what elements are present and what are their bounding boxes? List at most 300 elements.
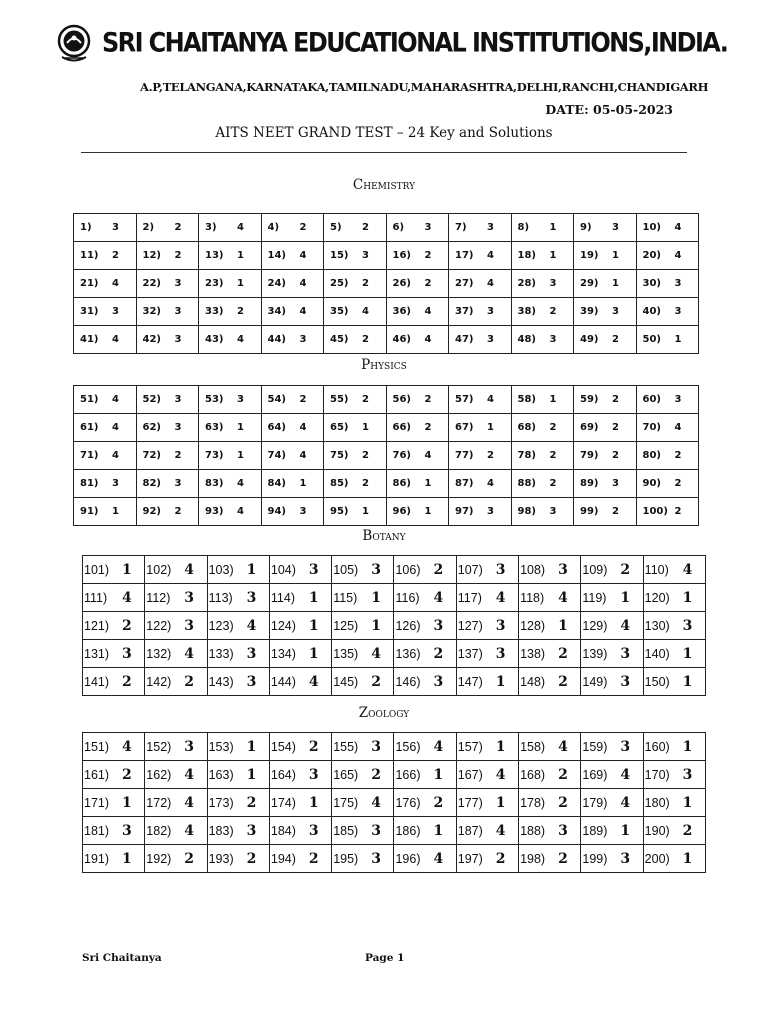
key-cell xyxy=(261,242,324,270)
institution-logo xyxy=(56,24,92,64)
question-number: 84) xyxy=(267,478,286,489)
answer-option: 2 xyxy=(433,794,444,811)
key-row xyxy=(83,761,706,789)
answer-option: 4 xyxy=(424,306,432,317)
key-cell xyxy=(324,326,387,354)
answer-option: 2 xyxy=(433,561,444,578)
key-cell xyxy=(207,789,269,817)
key-cell xyxy=(643,789,705,817)
answer-option: 1 xyxy=(495,673,506,690)
question-number: 143) xyxy=(208,674,234,689)
answer-option: 3 xyxy=(112,478,119,489)
answer-option: 4 xyxy=(674,222,682,233)
key-cell xyxy=(449,326,512,354)
question-number: 135) xyxy=(333,646,359,661)
question-number: 44) xyxy=(267,334,286,345)
question-number: 188) xyxy=(520,823,546,838)
answer-option: 3 xyxy=(487,306,494,317)
question-number: 171) xyxy=(84,795,110,810)
question-number: 140) xyxy=(644,646,670,661)
question-number: 40) xyxy=(642,306,661,317)
question-number: 56) xyxy=(392,394,411,405)
question-number: 33) xyxy=(205,306,224,317)
question-number: 37) xyxy=(455,306,474,317)
question-number: 62) xyxy=(142,422,161,433)
question-number: 157) xyxy=(457,739,483,754)
question-number: 34) xyxy=(267,306,286,317)
question-number: 28) xyxy=(517,278,536,289)
answer-option: 3 xyxy=(433,617,444,634)
key-cell xyxy=(394,668,456,696)
answer-option: 3 xyxy=(674,278,682,289)
answer-option: 2 xyxy=(308,738,319,755)
answer-option: 3 xyxy=(184,617,195,634)
key-cell xyxy=(145,668,207,696)
question-number: 144) xyxy=(270,674,296,689)
chemistry-key-table xyxy=(73,213,699,354)
key-cell xyxy=(269,668,331,696)
question-number: 38) xyxy=(517,306,536,317)
question-number: 32) xyxy=(142,306,161,317)
question-number: 31) xyxy=(80,306,99,317)
question-number: 15) xyxy=(330,250,349,261)
question-number: 52) xyxy=(142,394,161,405)
question-number: 176) xyxy=(395,795,421,810)
key-cell xyxy=(574,470,637,498)
question-number: 91) xyxy=(80,506,99,517)
question-number: 182) xyxy=(146,823,172,838)
question-number: 126) xyxy=(395,618,421,633)
key-cell xyxy=(386,470,449,498)
question-number: 165) xyxy=(333,767,359,782)
states-list: A.P,TELANGANA,KARNATAKA,TAMILNADU,MAHARASHTRA,DELHI,RANCHI,CHANDIGARH xyxy=(140,80,709,94)
answer-option: 3 xyxy=(620,645,631,662)
question-number: 1) xyxy=(80,222,92,233)
answer-option: 1 xyxy=(246,766,257,783)
key-cell xyxy=(394,556,456,584)
test-title: AITS NEET GRAND TEST – 24 Key and Solutions xyxy=(215,125,553,141)
answer-option: 4 xyxy=(299,250,307,261)
key-cell xyxy=(269,556,331,584)
answer-option: 4 xyxy=(620,794,631,811)
question-number: 118) xyxy=(520,590,545,605)
answer-option: 2 xyxy=(682,822,693,839)
key-cell xyxy=(636,386,699,414)
answer-option: 1 xyxy=(549,250,557,261)
question-number: 80) xyxy=(642,450,661,461)
answer-option: 2 xyxy=(362,334,369,345)
question-number: 125) xyxy=(333,618,359,633)
key-cell xyxy=(136,242,199,270)
key-cell xyxy=(386,298,449,326)
question-number: 20) xyxy=(642,250,661,261)
key-cell xyxy=(511,242,574,270)
question-number: 51) xyxy=(80,394,99,405)
answer-option: 3 xyxy=(371,822,381,839)
answer-option: 1 xyxy=(122,794,132,811)
question-number: 23) xyxy=(205,278,224,289)
question-number: 184) xyxy=(270,823,296,838)
key-cell xyxy=(581,845,643,873)
question-number: 90) xyxy=(642,478,661,489)
question-number: 54) xyxy=(267,394,286,405)
key-cell xyxy=(145,612,207,640)
question-number: 72) xyxy=(142,450,161,461)
key-cell xyxy=(581,789,643,817)
answer-option: 4 xyxy=(371,794,381,811)
answer-option: 4 xyxy=(299,306,307,317)
key-cell xyxy=(386,242,449,270)
key-cell xyxy=(83,733,145,761)
question-number: 124) xyxy=(270,618,296,633)
key-cell xyxy=(394,817,456,845)
key-cell xyxy=(324,214,387,242)
key-cell xyxy=(511,214,574,242)
key-cell xyxy=(332,584,394,612)
answer-option: 4 xyxy=(184,645,195,662)
key-cell xyxy=(332,556,394,584)
question-number: 103) xyxy=(208,562,234,577)
answer-option: 2 xyxy=(299,394,307,405)
key-cell xyxy=(324,414,387,442)
question-number: 190) xyxy=(644,823,670,838)
question-number: 117) xyxy=(457,590,482,605)
question-number: 136) xyxy=(395,646,421,661)
answer-option: 2 xyxy=(237,306,244,317)
key-cell xyxy=(581,668,643,696)
botany-key-table xyxy=(82,555,706,696)
key-cell xyxy=(511,298,574,326)
answer-option: 4 xyxy=(112,334,119,345)
question-number: 164) xyxy=(270,767,296,782)
answer-option: 4 xyxy=(184,794,195,811)
question-number: 114) xyxy=(270,590,295,605)
key-cell xyxy=(636,470,699,498)
answer-option: 2 xyxy=(620,561,631,578)
key-cell xyxy=(261,442,324,470)
question-number: 75) xyxy=(330,450,349,461)
key-cell xyxy=(332,817,394,845)
answer-option: 4 xyxy=(487,478,494,489)
question-number: 113) xyxy=(208,590,233,605)
question-number: 76) xyxy=(392,450,411,461)
question-number: 173) xyxy=(208,795,234,810)
question-number: 59) xyxy=(580,394,599,405)
answer-option: 2 xyxy=(674,450,682,461)
question-number: 74) xyxy=(267,450,286,461)
key-cell xyxy=(511,326,574,354)
question-number: 156) xyxy=(395,739,421,754)
answer-option: 2 xyxy=(674,478,682,489)
footer-page-number: Page 1 xyxy=(365,952,405,964)
key-cell xyxy=(207,817,269,845)
answer-option: 4 xyxy=(682,561,693,578)
question-number: 192) xyxy=(146,851,172,866)
key-cell xyxy=(574,326,637,354)
question-number: 197) xyxy=(457,851,483,866)
answer-option: 2 xyxy=(495,850,506,867)
answer-option: 3 xyxy=(174,478,182,489)
answer-option: 4 xyxy=(184,766,195,783)
question-number: 41) xyxy=(80,334,99,345)
key-cell xyxy=(643,556,705,584)
key-cell xyxy=(643,584,705,612)
key-cell xyxy=(136,214,199,242)
key-cell xyxy=(394,845,456,873)
key-cell xyxy=(261,326,324,354)
key-cell xyxy=(449,470,512,498)
key-cell xyxy=(456,761,518,789)
answer-option: 4 xyxy=(299,450,307,461)
question-number: 94) xyxy=(267,506,286,517)
key-cell xyxy=(449,498,512,526)
answer-option: 1 xyxy=(362,422,369,433)
key-cell xyxy=(269,789,331,817)
key-cell xyxy=(136,326,199,354)
question-number: 181) xyxy=(84,823,110,838)
key-cell xyxy=(324,298,387,326)
key-cell xyxy=(581,612,643,640)
key-cell xyxy=(636,442,699,470)
question-number: 131) xyxy=(84,646,110,661)
key-cell xyxy=(511,386,574,414)
question-number: 162) xyxy=(146,767,172,782)
key-cell xyxy=(636,298,699,326)
answer-option: 2 xyxy=(112,250,119,261)
question-number: 100) xyxy=(642,506,668,517)
answer-option: 1 xyxy=(246,738,257,755)
answer-option: 3 xyxy=(246,645,257,662)
key-cell xyxy=(581,584,643,612)
answer-option: 2 xyxy=(371,673,381,690)
question-number: 14) xyxy=(267,250,286,261)
question-number: 101) xyxy=(84,562,110,577)
question-number: 116) xyxy=(395,590,420,605)
answer-option: 1 xyxy=(122,850,132,867)
key-cell xyxy=(199,298,262,326)
answer-option: 2 xyxy=(122,766,132,783)
question-number: 71) xyxy=(80,450,99,461)
question-number: 187) xyxy=(457,823,483,838)
answer-option: 3 xyxy=(495,561,506,578)
answer-option: 3 xyxy=(246,673,257,690)
answer-option: 2 xyxy=(558,766,568,783)
answer-option: 1 xyxy=(308,617,319,634)
key-cell xyxy=(636,414,699,442)
question-number: 42) xyxy=(142,334,161,345)
answer-option: 3 xyxy=(674,394,682,405)
key-cell xyxy=(449,298,512,326)
header-divider xyxy=(81,152,687,153)
key-cell xyxy=(511,270,574,298)
question-number: 168) xyxy=(520,767,546,782)
key-cell xyxy=(324,498,387,526)
question-number: 175) xyxy=(333,795,359,810)
key-cell xyxy=(386,498,449,526)
answer-option: 1 xyxy=(433,766,444,783)
question-number: 110) xyxy=(644,562,669,577)
answer-option: 2 xyxy=(549,422,557,433)
question-number: 148) xyxy=(520,674,546,689)
answer-option: 4 xyxy=(674,422,682,433)
key-cell xyxy=(207,612,269,640)
answer-option: 2 xyxy=(362,394,369,405)
question-number: 145) xyxy=(333,674,359,689)
key-cell xyxy=(269,733,331,761)
answer-option: 1 xyxy=(674,334,682,345)
answer-option: 3 xyxy=(558,561,568,578)
answer-option: 2 xyxy=(424,394,432,405)
question-number: 61) xyxy=(80,422,99,433)
answer-option: 2 xyxy=(674,506,682,517)
key-cell xyxy=(74,498,137,526)
key-cell xyxy=(332,612,394,640)
question-number: 36) xyxy=(392,306,411,317)
question-number: 179) xyxy=(582,795,608,810)
key-cell xyxy=(574,442,637,470)
question-number: 129) xyxy=(582,618,608,633)
answer-option: 3 xyxy=(184,589,195,606)
answer-option: 3 xyxy=(371,561,381,578)
answer-option: 2 xyxy=(174,450,182,461)
answer-option: 1 xyxy=(682,794,693,811)
key-row xyxy=(83,733,706,761)
key-cell xyxy=(386,214,449,242)
key-cell xyxy=(74,470,137,498)
question-number: 22) xyxy=(142,278,161,289)
answer-option: 3 xyxy=(184,738,195,755)
key-cell xyxy=(332,668,394,696)
key-cell xyxy=(643,668,705,696)
question-number: 196) xyxy=(395,851,421,866)
answer-option: 4 xyxy=(122,738,132,755)
key-cell xyxy=(261,270,324,298)
key-cell xyxy=(386,326,449,354)
question-number: 11) xyxy=(80,250,99,261)
answer-option: 1 xyxy=(487,422,494,433)
key-cell xyxy=(636,214,699,242)
key-cell xyxy=(145,640,207,668)
answer-option: 4 xyxy=(487,278,494,289)
question-number: 159) xyxy=(582,739,608,754)
answer-option: 2 xyxy=(612,422,619,433)
key-cell xyxy=(386,270,449,298)
answer-option: 1 xyxy=(237,250,244,261)
question-number: 81) xyxy=(80,478,99,489)
question-number: 99) xyxy=(580,506,599,517)
answer-option: 2 xyxy=(612,394,619,405)
key-cell xyxy=(332,640,394,668)
question-number: 122) xyxy=(146,618,172,633)
answer-option: 1 xyxy=(237,278,244,289)
answer-option: 3 xyxy=(620,850,631,867)
key-row xyxy=(83,817,706,845)
key-cell xyxy=(574,242,637,270)
key-cell xyxy=(83,612,145,640)
key-cell xyxy=(519,761,581,789)
question-number: 46) xyxy=(392,334,411,345)
question-number: 16) xyxy=(392,250,411,261)
question-number: 133) xyxy=(208,646,234,661)
question-number: 119) xyxy=(582,590,607,605)
question-number: 153) xyxy=(208,739,234,754)
answer-option: 2 xyxy=(184,850,195,867)
question-number: 112) xyxy=(146,590,171,605)
key-cell xyxy=(324,470,387,498)
key-cell xyxy=(636,498,699,526)
answer-option: 4 xyxy=(495,589,506,606)
answer-option: 1 xyxy=(371,589,381,606)
answer-option: 1 xyxy=(308,794,319,811)
question-number: 5) xyxy=(330,222,342,233)
key-cell xyxy=(394,733,456,761)
key-cell xyxy=(449,414,512,442)
question-number: 199) xyxy=(582,851,608,866)
answer-option: 3 xyxy=(112,306,119,317)
answer-option: 3 xyxy=(246,589,257,606)
key-cell xyxy=(519,733,581,761)
answer-option: 4 xyxy=(184,561,195,578)
question-number: 98) xyxy=(517,506,536,517)
key-cell xyxy=(643,817,705,845)
answer-option: 4 xyxy=(433,850,444,867)
key-cell xyxy=(636,326,699,354)
question-number: 189) xyxy=(582,823,608,838)
question-number: 120) xyxy=(644,590,670,605)
question-number: 161) xyxy=(84,767,110,782)
question-number: 200) xyxy=(644,851,670,866)
question-number: 43) xyxy=(205,334,224,345)
key-cell xyxy=(136,298,199,326)
question-number: 82) xyxy=(142,478,161,489)
key-cell xyxy=(207,733,269,761)
question-number: 24) xyxy=(267,278,286,289)
key-cell xyxy=(207,584,269,612)
answer-option: 3 xyxy=(620,738,631,755)
answer-option: 2 xyxy=(174,506,182,517)
answer-option: 2 xyxy=(424,422,432,433)
question-number: 108) xyxy=(520,562,546,577)
key-row xyxy=(83,789,706,817)
key-cell xyxy=(269,845,331,873)
question-number: 167) xyxy=(457,767,483,782)
question-number: 3) xyxy=(205,222,217,233)
key-cell xyxy=(199,270,262,298)
answer-option: 3 xyxy=(424,222,432,233)
key-cell xyxy=(136,270,199,298)
question-number: 180) xyxy=(644,795,670,810)
key-cell xyxy=(574,386,637,414)
answer-option: 3 xyxy=(299,334,307,345)
question-number: 85) xyxy=(330,478,349,489)
key-cell xyxy=(394,640,456,668)
key-cell xyxy=(519,640,581,668)
key-cell xyxy=(261,470,324,498)
answer-option: 1 xyxy=(549,394,557,405)
answer-option: 3 xyxy=(237,394,244,405)
question-number: 19) xyxy=(580,250,599,261)
question-number: 152) xyxy=(146,739,172,754)
answer-option: 4 xyxy=(299,422,307,433)
answer-option: 1 xyxy=(112,506,119,517)
key-cell xyxy=(456,556,518,584)
key-cell xyxy=(456,612,518,640)
key-cell xyxy=(574,214,637,242)
question-number: 79) xyxy=(580,450,599,461)
key-cell xyxy=(511,470,574,498)
answer-option: 3 xyxy=(558,822,568,839)
key-cell xyxy=(332,789,394,817)
